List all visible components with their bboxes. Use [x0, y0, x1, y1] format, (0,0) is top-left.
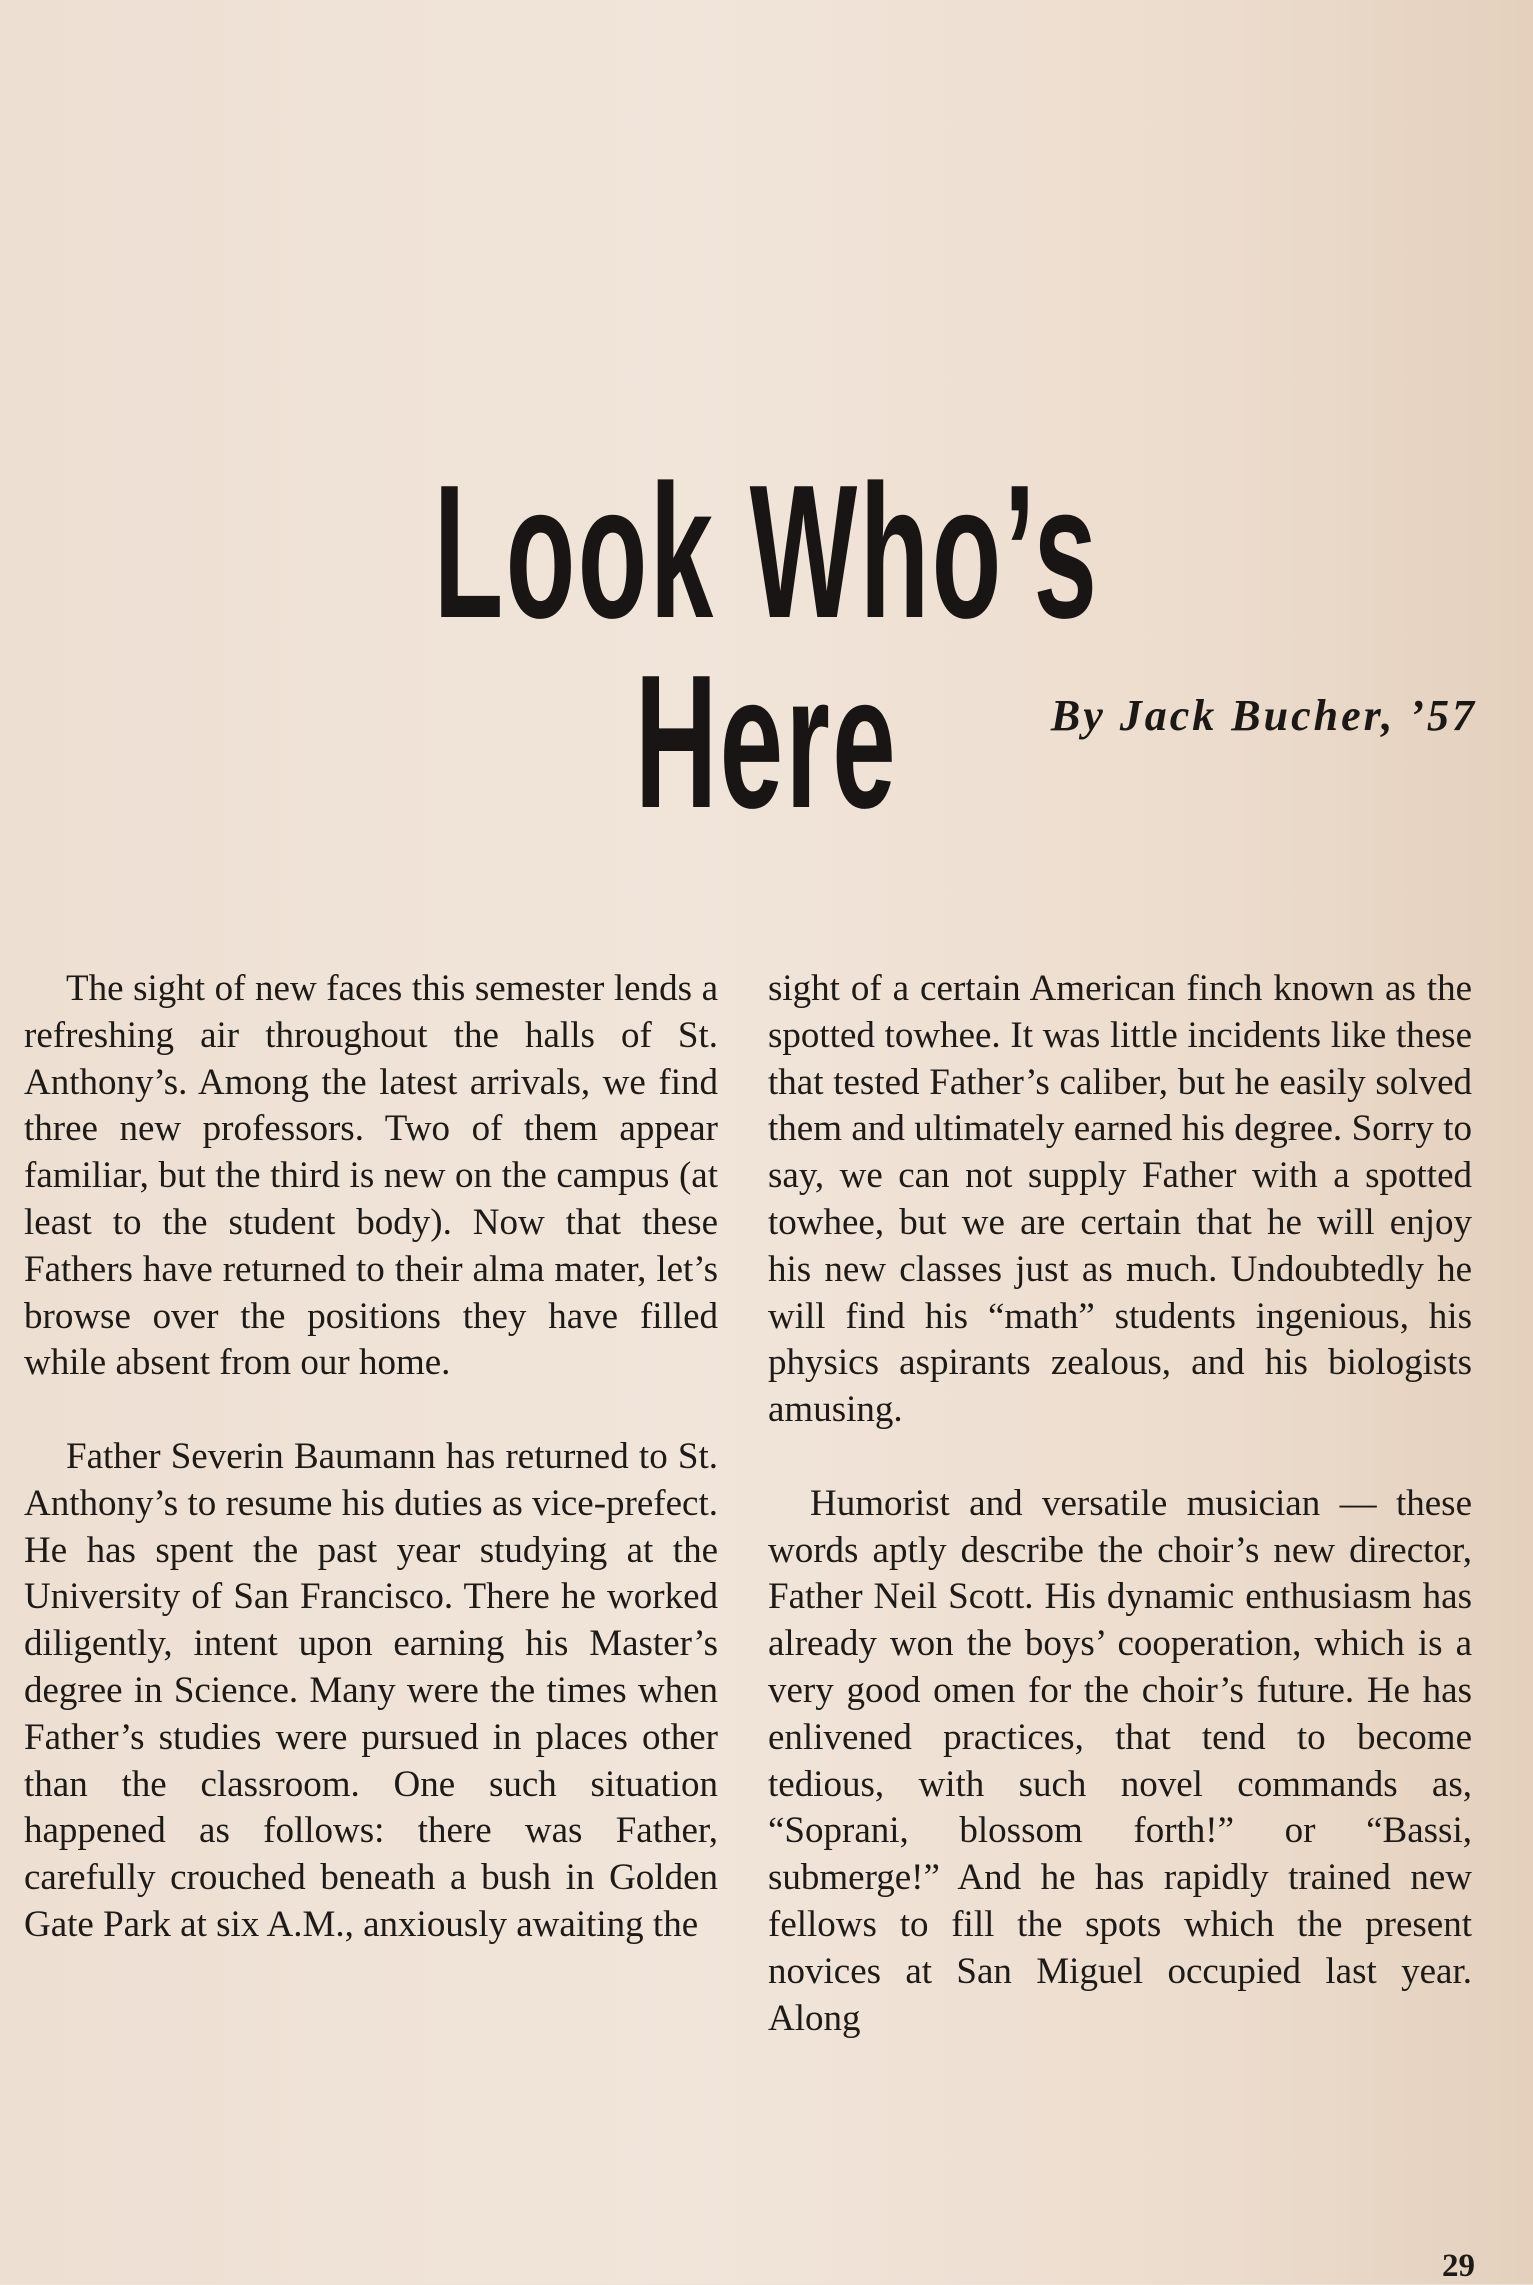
article-title: Look Who’s Here: [433, 446, 1100, 849]
page-number: 29: [1442, 2248, 1475, 2284]
right-column: [768, 966, 1472, 2042]
paragraph: Humorist and versatile musician — these words aptly describe the choir’s new director, Father Neil Scott. His dynamic enthusiasm has already won the boys’ cooperation, which is a very good omen for the choir’s future. He has enlivened practices, that tend to become tedious, with such novel commands as, “Soprani, blossom forth!” or “Bassi, submerge!” And he has rapidly trained new fellows to fill the spots which the present novices at San Miguel occupied last year. Along: [768, 1482, 1472, 2039]
paragraph: Father Severin Baumann has returned to St. Anthony’s to resume his duties as vice-prefect. He has spent the past year studying at the University of San Francisco. There he worked diligently, intent upon earning his Master’s degree in Science. Many were the times when Father’s studies were pursued in places other than the classroom. One such situation happened as follows: there was Father, carefully crouched beneath a bush in Golden Gate Park at six A.M., anxiously awaiting the: [24, 1435, 718, 1945]
left-column: [24, 966, 718, 1949]
paragraph: The sight of new faces this semester lends a refreshing air throughout the halls of St. Anthony’s. Among the latest arrivals, we find three new professors. Two of them appear familiar, but the third is new on the campus (at least to the student body). Now that these Fathers have returned to their alma mater, let’s browse over the positions they have filled while absent from our home.: [24, 968, 718, 1384]
paragraph: sight of a certain American finch known as the spotted towhee. It was little incidents like these that tested Father’s caliber, but he easily solved them and ultimately earned his degree. Sorry to say, we can not supply Father with a spotted towhee, but we are certain that he will enjoy his new classes just as much. Undoubtedly he will find his “math” students ingenious, his physics aspirants zealous, and his biologists amusing.: [768, 968, 1472, 1431]
article-byline: By Jack Bucher, ’57: [1050, 691, 1477, 740]
